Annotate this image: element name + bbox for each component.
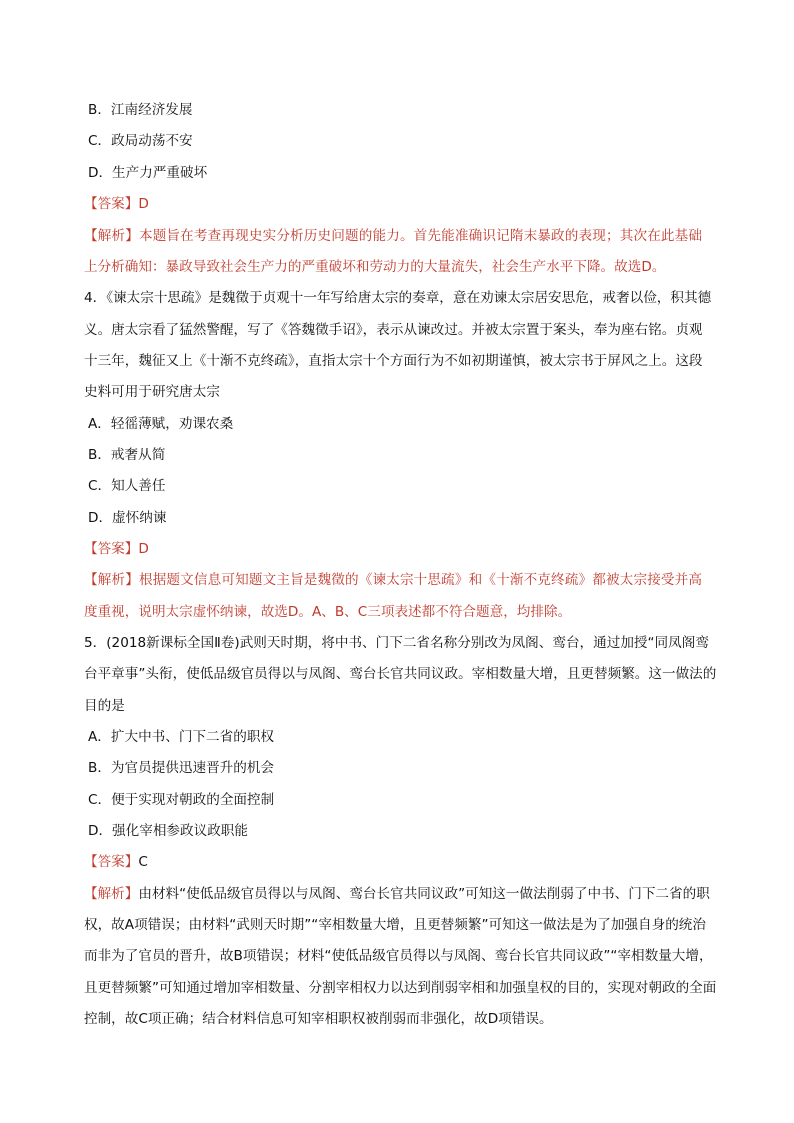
analysis-label: 【解析】 <box>84 572 139 588</box>
q5-stem-line-1: 5．(2018新课标全国Ⅱ卷)武则天时期，将中书、门下二省名称分别改为凤阁、鸾台，通过加授“同凤阁鸾 <box>84 635 709 651</box>
q5-option-b: B．为官员提供迅速晋升的机会 <box>88 760 275 776</box>
q3-analysis-line-2: 上分析确知：暴政导致社会生产力的严重破坏和劳动力的大量流失，社会生产水平下降。故选D。 <box>84 259 666 275</box>
q4-analysis-line-1: 【解析】根据题文信息可知题文主旨是魏徵的《谏太宗十思疏》和《十渐不克终疏》都被太宗接受并高 <box>84 572 703 588</box>
q4-option-c: C．知人善任 <box>88 478 166 494</box>
answer-label: 【答案】 <box>84 541 139 557</box>
q5-analysis-line-1: 【解析】由材料“使低品级官员得以与凤阁、鸾台长官共同议政”可知这一做法削弱了中书、门下二省的职 <box>84 886 710 902</box>
q4-option-b: B．戒奢从简 <box>88 447 166 463</box>
answer-label: 【答案】 <box>84 196 139 212</box>
q4-option-d: D．虚怀纳谏 <box>88 510 167 526</box>
analysis-label: 【解析】 <box>84 886 139 902</box>
answer-value: D <box>138 541 149 557</box>
q3-answer <box>84 194 149 214</box>
q3-option-b: B．江南经济发展 <box>88 102 193 118</box>
q3-option-d: D．生产力严重破坏 <box>88 165 208 181</box>
q3-analysis-line-1: 【解析】本题旨在考查再现史实分析历史问题的能力。首先能准确识记隋末暴政的表现；其次在此基础 <box>84 228 703 244</box>
q4-stem-line-3: 十三年，魏征又上《十渐不克终疏》，直指太宗十个方面行为不如初期谨慎，被太宗书于屏风之上。这段 <box>84 353 703 369</box>
q5-option-c: C．便于实现对朝政的全面控制 <box>88 792 275 808</box>
q5-stem-line-3: 目的是 <box>84 698 125 714</box>
q5-analysis-line-4: 且更替频繁”可知通过增加宰相数量、分割宰相权力以达到削弱宰相和加强皇权的目的，实现对朝政的全面 <box>84 980 717 996</box>
q5-analysis-line-5: 控制，故C项正确；结合材料信息可知宰相职权被削弱而非强化，故D项错误。 <box>84 1011 553 1027</box>
q5-answer <box>84 852 148 872</box>
answer-value: D <box>138 196 149 212</box>
q5-option-d: D．强化宰相参政议政职能 <box>88 823 248 839</box>
q5-stem-line-2: 台平章事”头衔，使低品级官员得以与凤阁、鸾台长官共同议政。宰相数量大增，且更替频繁。这一做法的 <box>84 666 717 682</box>
q3-option-c: C．政局动荡不安 <box>88 133 193 149</box>
answer-value: C <box>138 854 148 870</box>
q4-stem-line-1: 4．《谏太宗十思疏》是魏徵于贞观十一年写给唐太宗的奏章，意在劝谏太宗居安思危，戒奢以俭，积其德 <box>84 290 712 306</box>
answer-label: 【答案】 <box>84 854 139 870</box>
q5-option-a: A．扩大中书、门下二省的职权 <box>88 729 275 745</box>
analysis-label: 【解析】 <box>84 228 139 244</box>
q4-option-a: A．轻徭薄赋，劝课农桑 <box>88 416 234 432</box>
q5-analysis-line-2: 权，故A项错误；由材料“武则天时期”“宰相数量大增，且更替频繁”可知这一做法是为了加强自身的统治 <box>84 917 706 933</box>
q4-stem-line-4: 史料可用于研究唐太宗 <box>84 384 220 400</box>
q4-analysis-line-2: 度重视，说明太宗虚怀纳谏，故选D。A、B、C三项表述都不符合题意，均排除。 <box>84 604 572 620</box>
q5-analysis-line-3: 而非为了官员的晋升，故B项错误；材料“使低品级官员得以与凤阁、鸾台长官共同议政”“宰相数量大增， <box>84 948 713 964</box>
q4-answer <box>84 539 149 559</box>
q4-stem-line-2: 义。唐太宗看了猛然警醒，写了《答魏徵手诏》，表示从谏改过。并被太宗置于案头，奉为座右铭。贞观 <box>84 322 703 338</box>
